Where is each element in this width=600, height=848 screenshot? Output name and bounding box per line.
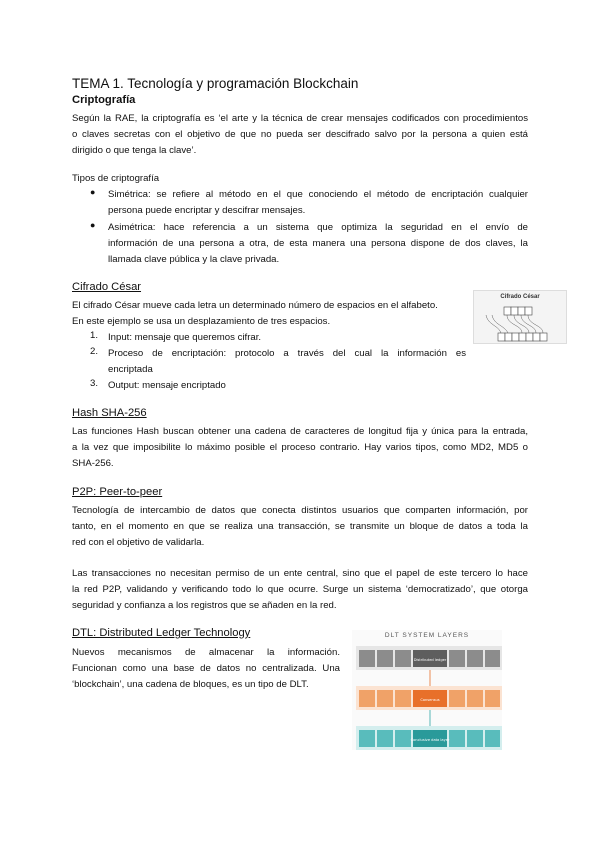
step-number: 1. [90, 330, 99, 341]
cesar-intro-line-2: En este ejemplo se usa un desplazamiento de tres espacios. [72, 316, 331, 327]
step-number: 3. [90, 378, 99, 389]
p2p-para1-line-3: red con el objetivo de validarla. [72, 537, 205, 548]
hash-line-3: SHA-256. [72, 458, 114, 469]
step-proceso-line-1: Proceso de encriptación: protocolo a través del cual la información es [108, 348, 466, 359]
p2p-para1-line-1: Tecnología de intercambio de datos que conecta distintos usuarios que comparten información, por [72, 505, 528, 516]
hash-line-1: Las funciones Hash buscan obtener una cadena de caracteres de longitud fija y única para la entrada, [72, 426, 528, 437]
step-proceso-line-2: encriptada [108, 364, 153, 375]
dlt-line-3: ‘blockchain’, una cadena de bloques, es un tipo de DLT. [72, 679, 309, 690]
cripto-intro-line-1: Según la RAE, la criptografía es ‘el arte y la técnica de crear mensajes codificados con procedimientos [72, 113, 528, 124]
heading-cifrado-cesar: Cifrado César [72, 281, 142, 293]
step-number: 2. [90, 346, 99, 357]
p2p-para1-line-2: tanto, en el momento en que se realiza una transacción, se transmite un bloque de datos a toda la [72, 521, 528, 532]
dlt-line-2: Funcionan como una base de datos no centralizada. Una [72, 663, 340, 674]
p2p-para2-line-2: la red P2P, validando y verificando todo lo que ocurre. Surge un sistema ‘democratizado’, que otorga [72, 584, 528, 595]
cesar-shift-diagram [474, 291, 566, 343]
dlt-label-ledger: Distributed ledger [413, 658, 447, 662]
heading-dlt: DTL: Distributed Ledger Technology [72, 627, 251, 639]
types-label: Tipos de criptografía [72, 173, 160, 184]
dlt-label-consensus: Consensus [420, 698, 440, 702]
dlt-figure-caption: DLT SYSTEM LAYERS [384, 632, 470, 639]
dlt-layers-diagram [352, 630, 502, 750]
bullet-icon: ● [90, 187, 96, 197]
type-asimetrica-line-2: información de una persona a otra, de esta manera una persona dispone de dos claves, la [108, 238, 528, 249]
page-title: TEMA 1. Tecnología y programación Blockchain [72, 76, 359, 91]
cesar-cipher-figure [473, 290, 567, 344]
type-asimetrica-line-1: Asimétrica: hace referencia a un sistema que optimiza la seguridad en el envío de [108, 222, 528, 233]
p2p-para2-line-1: Las transacciones no necesitan permiso de un ente central, sino que el papel de este tercero lo hace [72, 568, 528, 579]
dlt-label-data: Conclusive data layer [410, 738, 450, 742]
dlt-layers-figure [352, 630, 502, 750]
step-input: Input: mensaje que queremos cifrar. [108, 332, 262, 343]
heading-criptografia: Criptografía [72, 94, 136, 106]
dlt-line-1: Nuevos mecanismos de almacenar la información. [72, 647, 340, 658]
cesar-intro-line-1: El cifrado César mueve cada letra un determinado número de espacios en el alfabeto. [72, 300, 438, 311]
p2p-para2-line-3: seguridad y confianza a los registros que se añaden en la red. [72, 600, 337, 611]
cesar-figure-caption: Cifrado César [500, 294, 540, 300]
type-simetrica-line-2: persona puede encriptar y descifrar mensajes. [108, 205, 306, 216]
step-output: Output: mensaje encriptado [108, 380, 226, 391]
bullet-icon: ● [90, 220, 96, 230]
heading-hash: Hash SHA-256 [72, 407, 147, 419]
hash-line-2: a la vez que imposibilite lo máximo posible el proceso contrario. Hay varios tipos, como MD2, MD5 o [72, 442, 528, 453]
heading-p2p: P2P: Peer-to-peer [72, 486, 163, 498]
cripto-intro-line-2: o claves secretas con el objetivo de que no pueda ser descifrado salvo por la persona a quien está [72, 129, 528, 140]
type-simetrica-line-1: Simétrica: se refiere al método en el que conociendo el método de encriptación cualquier [108, 189, 528, 200]
cripto-intro-line-3: dirigido o que tenga la clave’. [72, 145, 197, 156]
type-asimetrica-line-3: llamada clave pública y la clave privada. [108, 254, 280, 265]
